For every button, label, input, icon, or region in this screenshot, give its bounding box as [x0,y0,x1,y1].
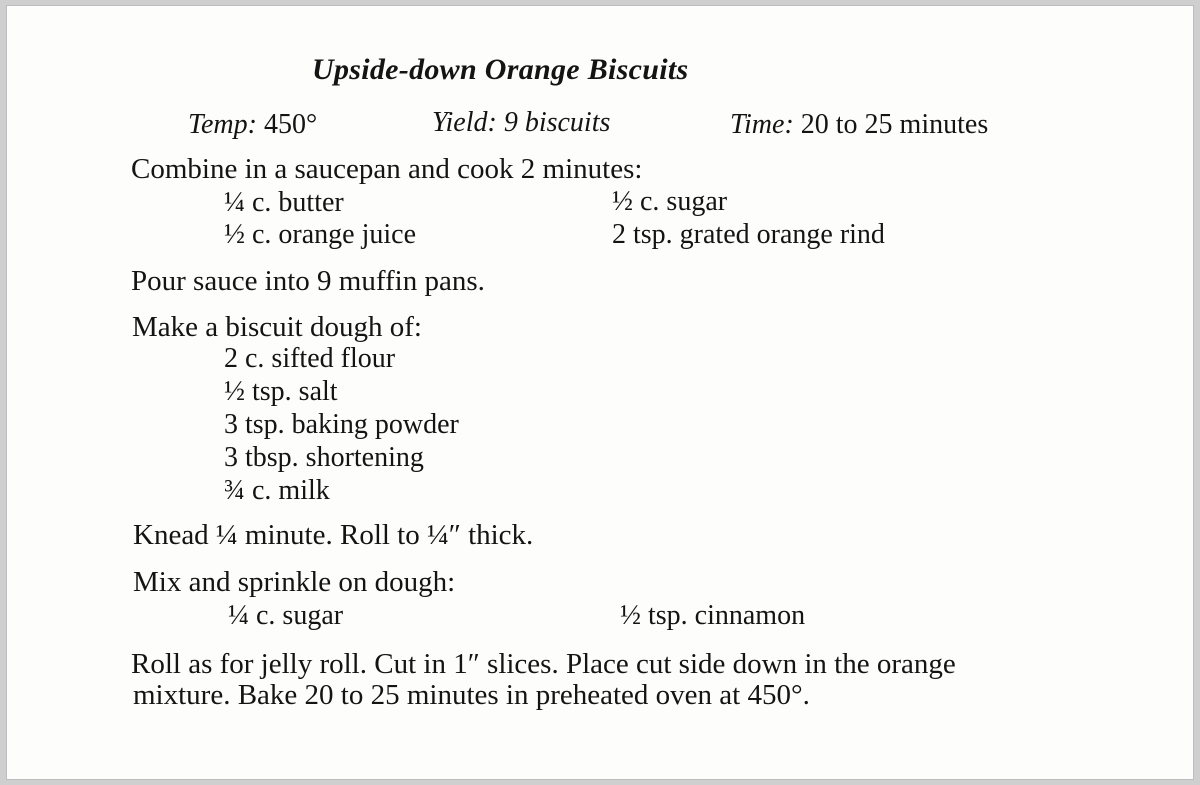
ingredient-cinnamon: ½ tsp. cinnamon [620,600,806,631]
temp-label: Temp: [188,109,257,140]
time-line [730,111,988,139]
ingredient-sugar-topping: ¼ c. sugar [228,600,344,631]
time-value: 20 to 25 minutes [800,109,989,140]
yield-value: 9 biscuits [503,107,611,138]
step-knead: Knead ¼ minute. Roll to ¼″ thick. [133,519,534,551]
ingredient-salt: ½ tsp. salt [224,376,338,407]
temp-line [188,111,317,139]
ingredient-shortening: 3 tbsp. shortening [224,442,424,473]
ingredient-sugar: ½ c. sugar [612,186,728,217]
ingredient-orange-juice: ½ c. orange juice [224,219,417,250]
step-roll-line-2: mixture. Bake 20 to 25 minutes in preheated oven at 450°. [133,679,810,711]
ingredient-baking-powder: 3 tsp. baking powder [224,409,459,440]
temp-value: 450° [263,109,318,140]
yield-line [432,109,610,137]
time-label: Time: [730,109,794,140]
step-roll-line-1: Roll as for jelly roll. Cut in 1″ slices. Place cut side down in the orange [131,648,956,680]
step-dough: Make a biscuit dough of: [132,311,422,343]
ingredient-butter: ¼ c. butter [224,187,344,218]
recipe-page [6,5,1194,780]
ingredient-milk: ¾ c. milk [224,475,330,506]
step-mix: Mix and sprinkle on dough: [133,566,456,598]
recipe-title: Upside-down Orange Biscuits [312,53,689,86]
step-pour: Pour sauce into 9 muffin pans. [131,265,485,297]
ingredient-flour: 2 c. sifted flour [224,343,396,374]
yield-label: Yield: [432,107,497,138]
ingredient-orange-rind: 2 tsp. grated orange rind [612,219,885,250]
step-combine: Combine in a saucepan and cook 2 minutes: [131,153,643,185]
